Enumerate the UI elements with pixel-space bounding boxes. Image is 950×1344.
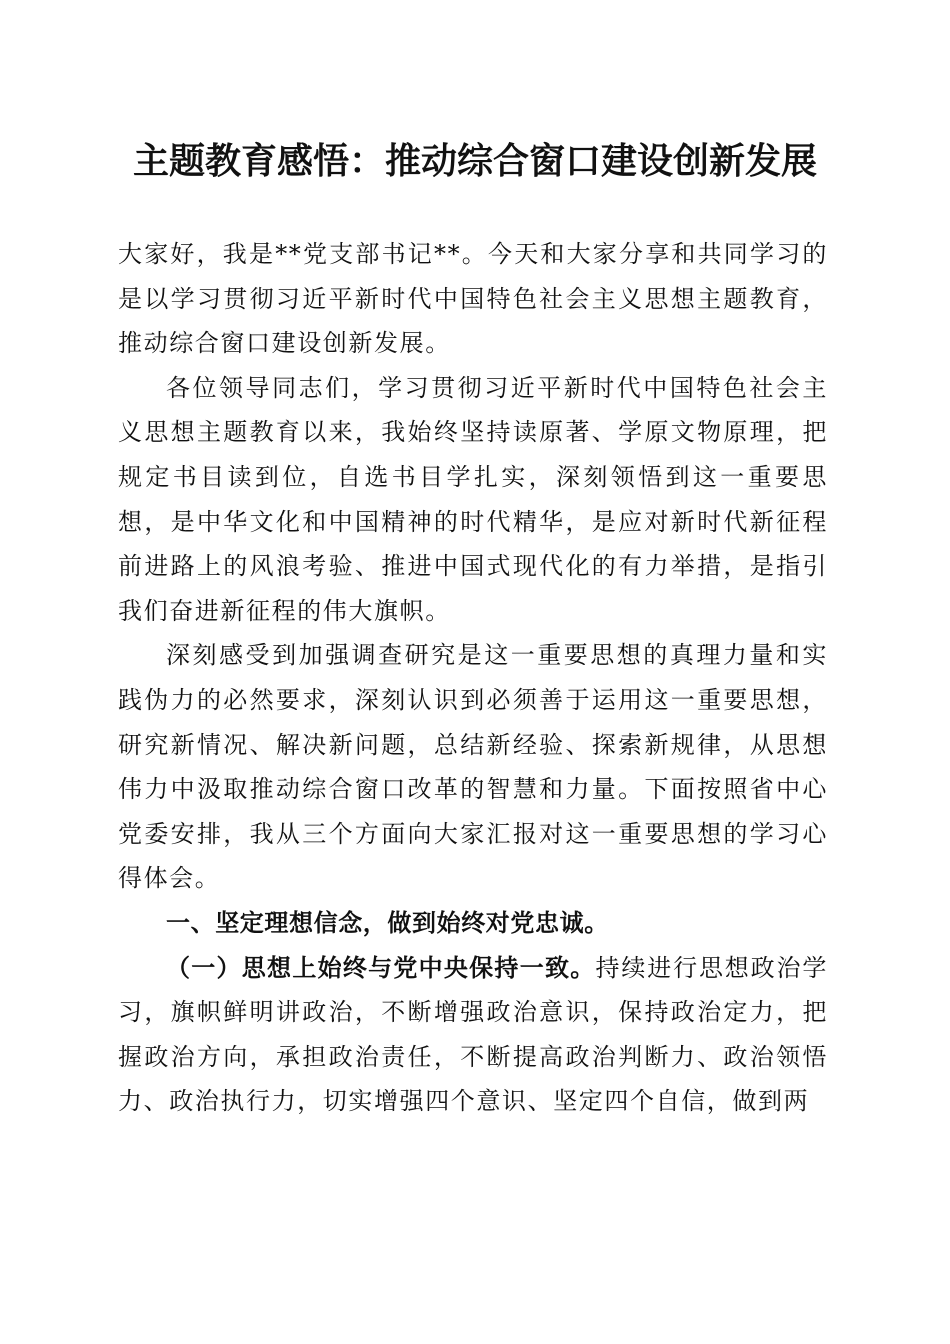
document-title: 主题教育感悟：推动综合窗口建设创新发展: [132, 140, 817, 182]
subsection-heading: （一）思想上始终与党中央保持一致。: [166, 953, 596, 982]
body-paragraph: 深刻感受到加强调查研究是这一重要思想的真理力量和实践伪力的必然要求，深刻认识到必须善于运用这一重要思想，研究新情况、解决新问题，总结新经验、探索新规律，从思想伟力中汲取推动综合窗口改革的智慧和力量。下面按照省中心党委安排，我从三个方面向大家汇报对这一重要思想的学习心得体会。: [118, 641, 828, 893]
body-paragraph: 各位领导同志们，学习贯彻习近平新时代中国特色社会主义思想主题教育以来，我始终坚持读原著、学原文物原理，把规定书目读到位，自选书目学扎实，深刻领悟到这一重要思想，是中华文化和中国精神的时代精华，是应对新时代新征程前进路上的风浪考验、推进中国式现代化的有力举措，是指引我们奋进新征程的伟大旗帜。: [118, 373, 828, 625]
subsection-paragraph: [118, 946, 828, 1124]
intro-paragraph: 大家好，我是**党支部书记**。今天和大家分享和共同学习的是以学习贯彻习近平新时代中国特色社会主义思想主题教育，推动综合窗口建设创新发展。: [118, 240, 828, 358]
subsection-text: 持续进行思想政治学习，旗帜鲜明讲政治，不断增强政治意识，保持政治定力，把握政治方向，承担政治责任，不断提高政治判断力、政治领悟力、政治执行力，切实增强四个意识、坚定四个自信，做到两: [118, 953, 828, 1116]
section-heading: 一、坚定理想信念，做到始终对党忠诚。: [166, 908, 609, 937]
section-heading-paragraph: [118, 901, 828, 946]
document-body: [118, 232, 828, 1124]
